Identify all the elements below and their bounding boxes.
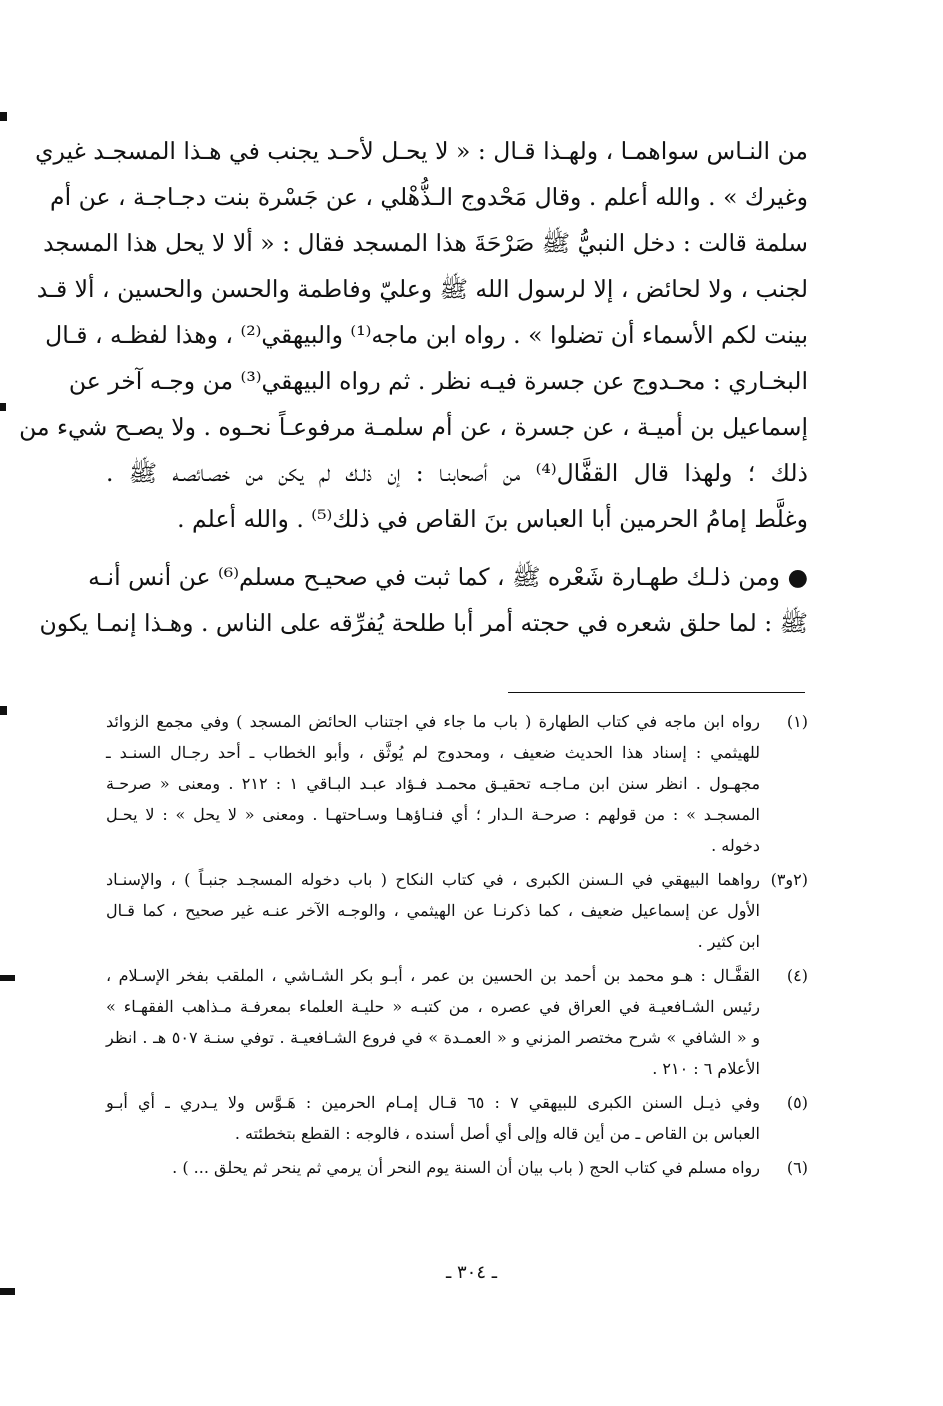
footnote-line: للهيثمي : إسناد هذا الحديث ضعيف ، ومحدوج لم يُوثَّق ، وأبو الخطاب ـ أحد رجـال السنـد ـ <box>106 743 760 762</box>
footnote-line: ابن كثير . <box>697 932 760 951</box>
footnote <box>106 960 808 1084</box>
scan-edge-mark <box>0 403 6 411</box>
footnote-number: (٦) <box>786 1158 808 1177</box>
text-line: البخـاري : محـدوج عن جسرة فيـه نظر . ثم رواه البيهقي⁽³⁾ من وجـه آخر عن <box>68 367 808 395</box>
footnote-line: رئيس الشـافعيـة في العراق في عصره ، من كتبـه « حليـة العلماء بمعرفـة مـذاهب الفقهـاء » <box>106 997 760 1016</box>
text-line: ● ومن ذلـك طهـارة شَعْره ﷺ ، كما ثبت في صحيـح مسلم⁽⁶⁾ عن أنس أنـه <box>88 563 808 591</box>
footnote <box>106 706 808 861</box>
footnote-body <box>106 1152 760 1183</box>
footnote-body <box>106 706 760 861</box>
footnote-line: مجهـول . انظر سنن ابن مـاجـه تحقيـق محمـد فـؤاد عبـد البـاقي ١ : ٢١٢ . ومعنى « صرحـة <box>106 774 761 793</box>
text-line: وغيرك » . والله أعلم . وقال مَحْدوج الـذُّهْلي ، عن جَسْرة بنت دجـاجـة ، عن أم <box>50 183 808 211</box>
footnote-number: (٥) <box>786 1093 808 1112</box>
page-number: ـ ٣٠٤ ـ <box>445 1262 497 1283</box>
main-text <box>19 128 808 646</box>
text-line: وغلَّط إمامُ الحرمين أبا العباس بنَ القاص في ذلك⁽⁵⁾ . والله أعلم . <box>177 505 808 533</box>
text-line: بينت لكم الأسماء أن تضلوا » . رواه ابن ماجه⁽¹⁾ والبيهقي⁽²⁾ ، وهذا لفظـه ، قـال <box>45 321 808 349</box>
footnote-separator <box>508 692 805 693</box>
text-line: سلمة قالت : دخل النبيُّ ﷺ صَرْحَةَ هذا المسجد فقال : « ألا لا يحل هذا المسجد <box>43 229 808 257</box>
footnote-number: (٢و٣) <box>770 870 808 889</box>
footnote-line: القفَّـال : هـو محمد بن أحمد بن الحسين بن عمر ، أبـو بكر الشـاشي ، الملقب بفخر الإسـلام ، <box>106 966 760 985</box>
footnote-line: رواه ابن ماجه في كتاب الطهارة ( باب ما جاء في اجتناب الحائض المسجد ) وفي مجمع الزوائد <box>106 712 760 731</box>
paragraph <box>39 554 808 646</box>
paragraph-gap <box>106 542 808 554</box>
footnote-line: الأعلام ٦ : ٢١٠ . <box>652 1059 760 1078</box>
scan-edge-mark <box>0 1288 15 1295</box>
paragraph <box>19 128 808 542</box>
footnote-body <box>106 960 760 1084</box>
text-line: ذلك ؛ ولهذا قال القفَّال⁽⁴⁾ من أصحابنـا : إن ذلـك لم يكن من خصـائصـه ﷺ . <box>106 459 808 487</box>
footnote-body <box>106 864 760 957</box>
text-line: من النـاس سواهمـا ، ولهـذا قـال : « لا يحـل لأحـد يجنب في هـذا المسجـد غيري <box>35 137 808 165</box>
footnote-body <box>106 1087 760 1149</box>
scan-edge-mark <box>0 706 7 715</box>
footnote-line: المسجـد » : من قولهم : صرحـة الـدار ؛ أي فنـاؤهـا وسـاحتهـا . ومعنى « لا يحل » : لا يحـل <box>106 805 760 824</box>
footnote <box>106 1152 808 1183</box>
footnote-line: رواه مسلم في كتاب الحج ( باب بيان أن السنة يوم النحر أن يرمي ثم ينحر ثم يحلق ... ) . <box>172 1158 760 1177</box>
footnote <box>106 1087 808 1149</box>
text-line: ﷺ : لما حلق شعره في حجته أمر أبا طلحة يُفرِّقه على الناس . وهـذا إنمـا يكون <box>39 609 808 637</box>
footnote-line: وفي ذيـل السنن الكبرى للبيهقي ٧ : ٦٥ قـال إمـام الحرمين : هَـوَّس ولا يـدري ـ أي أبـو <box>106 1093 761 1112</box>
scan-edge-mark <box>0 975 15 981</box>
footnote-line: دخوله . <box>711 836 760 855</box>
scan-edge-mark <box>0 112 7 121</box>
footnotes <box>106 706 808 1186</box>
footnote-number: (١) <box>786 712 808 731</box>
footnote <box>106 864 808 957</box>
footnote-line: رواهما البيهقي في الـسنن الكبرى ، في كتاب النكاح ( باب دخوله المسجـد جنبـاً ) ، والإسنـاد <box>106 870 760 889</box>
text-line: لجنب ، ولا لحائض ، إلا لرسول الله ﷺ وعليّ وفاطمة والحسن والحسين ، ألا قـد <box>36 275 808 303</box>
footnote-line: و « الشافي » شرح مختصر المزني و « العمـدة » في فروع الشـافعيـة . توفي سنـة ٥٠٧ هـ . انظر <box>106 1028 760 1047</box>
text-line: إسماعيل بن أميـة ، عن جسرة ، عن أم سلمـة مرفوعـاً نحـوه . ولا يصـح شيء من <box>19 413 808 441</box>
footnote-line: العباس بن القاص ـ من أين قاله وإلى أي أصل أسنده ، فالوجه : القطع بتخطئته . <box>234 1124 760 1143</box>
footnote-line: الأول عن إسماعيل ضعيف ، كما ذكرنـا عن الهيثمي ، والوجـه الآخر عنـه غير صحيح ، كما قـال <box>106 901 761 920</box>
footnote-number: (٤) <box>786 966 808 985</box>
